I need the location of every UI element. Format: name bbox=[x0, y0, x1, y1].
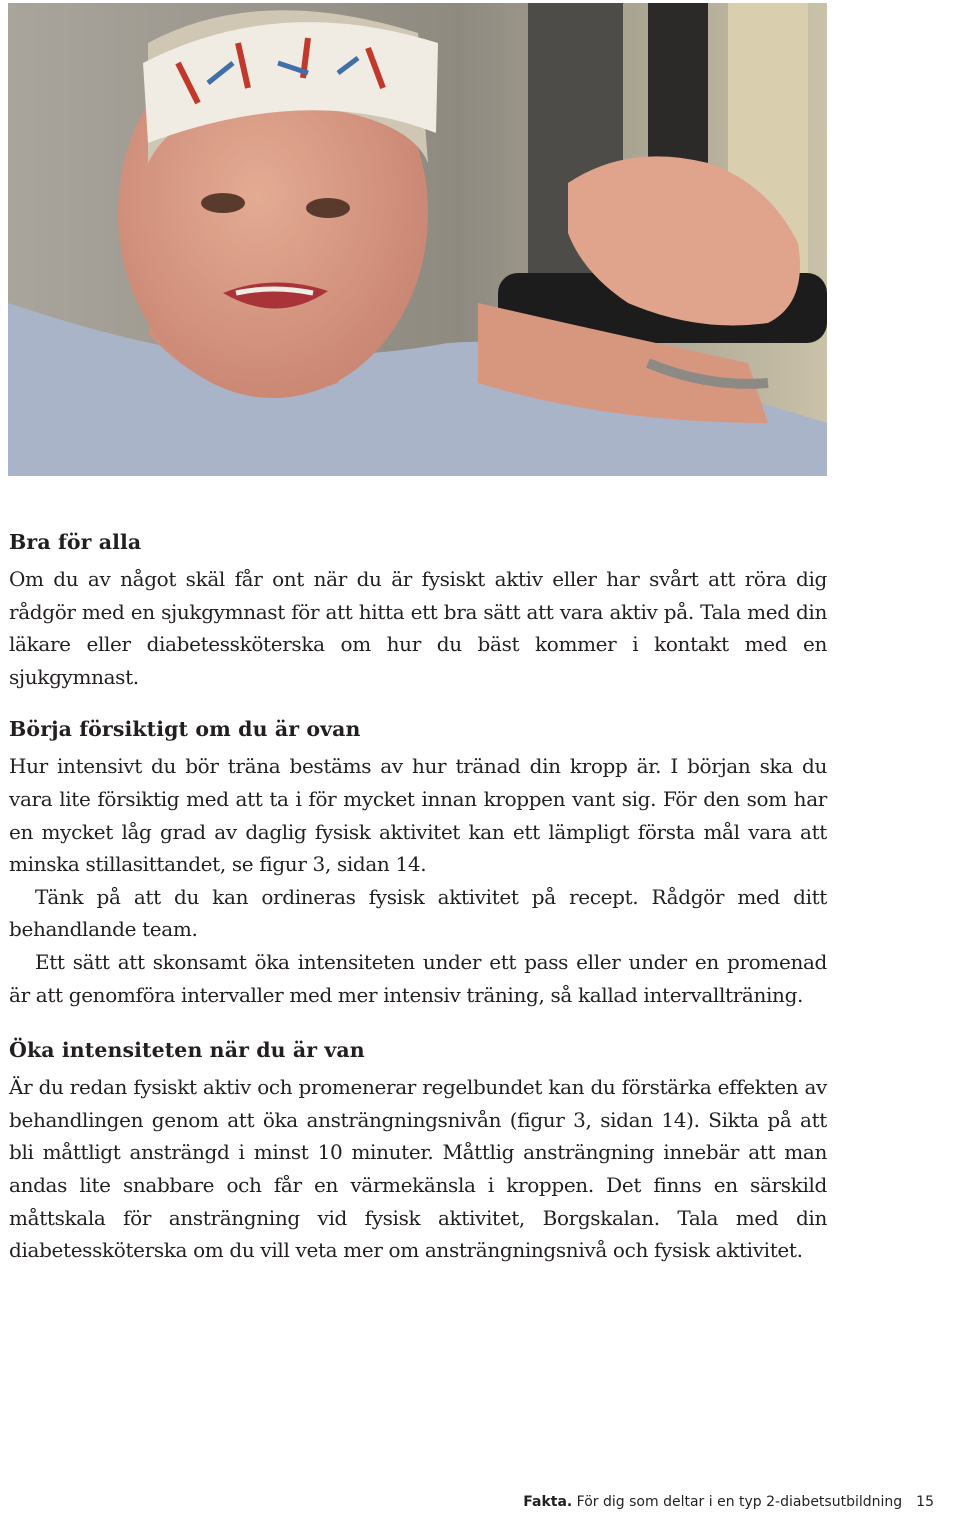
page-footer bbox=[523, 1494, 934, 1510]
article-body bbox=[9, 527, 827, 1267]
section-heading: Bra för alla bbox=[9, 530, 142, 554]
footer-title: För dig som deltar i en typ 2-diabetsutbildning bbox=[572, 1494, 903, 1510]
section-heading: Börja försiktigt om du är ovan bbox=[9, 717, 361, 742]
footer-brand: Fakta. bbox=[523, 1494, 573, 1510]
body-paragraph: Är du redan fysiskt aktiv och promenerar regelbundet kan du förstärka effekten av behandlingen genom att öka ansträngningsnivån (figur 3, sidan 14). Sikta på att bli måttligt ansträngd i minst 10 minuter. Måttlig ansträngning innebär att man andas lite snabbare och får en värmekänsla i kroppen. Det finns en särskild måttskala för ansträngning vid fysisk aktivitet, Borgskalan. Tala med din diabetessköterska om du vill veta mer om ansträngningsnivå och fysisk aktivitet. bbox=[9, 1075, 827, 1263]
portrait-photo bbox=[8, 3, 827, 476]
body-paragraph: Tänk på att du kan ordineras fysisk aktivitet på recept. Rådgör med ditt behandlande team. bbox=[9, 884, 827, 942]
page-number: 15 bbox=[916, 1494, 934, 1510]
section-heading: Öka intensiteten när du är van bbox=[9, 1038, 365, 1063]
body-paragraph: Om du av något skäl får ont när du är fysiskt aktiv eller har svårt att röra dig rådgör med en sjukgymnast för att hitta ett bra sätt att vara aktiv på. Tala med din läkare eller diabetessköterska om hur du bäst kommer i kontakt med en sjukgymnast. bbox=[9, 567, 827, 689]
body-paragraph: Ett sätt att skonsamt öka intensiteten under ett pass eller under en promenad är att genomföra intervaller med mer intensiv träning, så kallad intervallträning. bbox=[9, 949, 827, 1007]
body-paragraph: Hur intensivt du bör träna bestäms av hur tränad din kropp är. I början ska du vara lite försiktig med att ta i för mycket innan kroppen vant sig. För den som har en mycket låg grad av daglig fysisk aktivitet kan ett lämpligt första mål vara att minska stillasittandet, se figur 3, sidan 14. bbox=[9, 754, 827, 877]
